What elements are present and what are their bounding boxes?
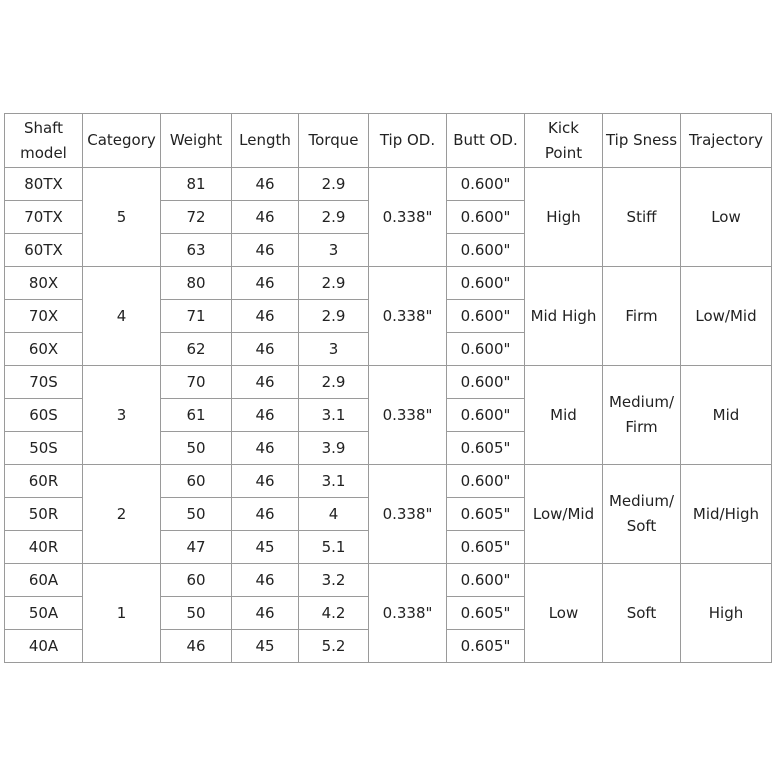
- cell-length: 45: [232, 630, 299, 663]
- cell-weight: 80: [161, 267, 232, 300]
- cell-torque: 3.1: [299, 465, 369, 498]
- cell-butt-od: 0.600": [447, 267, 525, 300]
- header-category: Category: [83, 114, 161, 168]
- cell-shaft-model: 80X: [5, 267, 83, 300]
- cell-weight: 61: [161, 399, 232, 432]
- cell-weight: 62: [161, 333, 232, 366]
- cell-weight: 50: [161, 432, 232, 465]
- cell-shaft-model: 40R: [5, 531, 83, 564]
- cell-butt-od: 0.600": [447, 399, 525, 432]
- cell-weight: 81: [161, 168, 232, 201]
- cell-butt-od: 0.600": [447, 201, 525, 234]
- cell-tip-od: 0.338": [369, 366, 447, 465]
- cell-kick-point: Low/Mid: [525, 465, 603, 564]
- cell-shaft-model: 70S: [5, 366, 83, 399]
- table-body: [5, 168, 772, 663]
- cell-butt-od: 0.600": [447, 234, 525, 267]
- cell-length: 46: [232, 234, 299, 267]
- cell-shaft-model: 50A: [5, 597, 83, 630]
- cell-torque: 2.9: [299, 267, 369, 300]
- cell-torque: 5.2: [299, 630, 369, 663]
- cell-shaft-model: 60R: [5, 465, 83, 498]
- cell-weight: 63: [161, 234, 232, 267]
- cell-tip-od: 0.338": [369, 564, 447, 663]
- cell-category: 2: [83, 465, 161, 564]
- cell-length: 46: [232, 597, 299, 630]
- cell-kick-point: Mid: [525, 366, 603, 465]
- cell-torque: 3: [299, 234, 369, 267]
- cell-torque: 4: [299, 498, 369, 531]
- cell-shaft-model: 60A: [5, 564, 83, 597]
- cell-tip-sness: Medium/ Soft: [603, 465, 681, 564]
- cell-trajectory: Low/Mid: [681, 267, 772, 366]
- shaft-spec-table: [4, 113, 772, 663]
- cell-shaft-model: 80TX: [5, 168, 83, 201]
- cell-shaft-model: 50S: [5, 432, 83, 465]
- header-butt-od: Butt OD.: [447, 114, 525, 168]
- cell-weight: 50: [161, 597, 232, 630]
- cell-torque: 4.2: [299, 597, 369, 630]
- table-row: [5, 168, 772, 201]
- cell-tip-od: 0.338": [369, 267, 447, 366]
- cell-tip-sness: Medium/ Firm: [603, 366, 681, 465]
- cell-butt-od: 0.600": [447, 300, 525, 333]
- header-weight: Weight: [161, 114, 232, 168]
- header-trajectory: Trajectory: [681, 114, 772, 168]
- cell-kick-point: Low: [525, 564, 603, 663]
- cell-shaft-model: 70TX: [5, 201, 83, 234]
- header-tip-od: Tip OD.: [369, 114, 447, 168]
- cell-length: 46: [232, 300, 299, 333]
- header-length: Length: [232, 114, 299, 168]
- cell-weight: 47: [161, 531, 232, 564]
- cell-torque: 3.2: [299, 564, 369, 597]
- cell-trajectory: High: [681, 564, 772, 663]
- cell-torque: 2.9: [299, 168, 369, 201]
- header-kick-point: Kick Point: [525, 114, 603, 168]
- cell-length: 46: [232, 432, 299, 465]
- cell-length: 46: [232, 267, 299, 300]
- cell-butt-od: 0.605": [447, 630, 525, 663]
- cell-length: 46: [232, 333, 299, 366]
- cell-category: 3: [83, 366, 161, 465]
- cell-weight: 71: [161, 300, 232, 333]
- cell-butt-od: 0.600": [447, 564, 525, 597]
- cell-shaft-model: 70X: [5, 300, 83, 333]
- cell-length: 46: [232, 465, 299, 498]
- cell-butt-od: 0.600": [447, 333, 525, 366]
- cell-shaft-model: 60S: [5, 399, 83, 432]
- cell-tip-sness: Stiff: [603, 168, 681, 267]
- cell-length: 46: [232, 564, 299, 597]
- cell-category: 5: [83, 168, 161, 267]
- cell-weight: 72: [161, 201, 232, 234]
- cell-category: 4: [83, 267, 161, 366]
- cell-butt-od: 0.605": [447, 498, 525, 531]
- cell-butt-od: 0.605": [447, 432, 525, 465]
- cell-butt-od: 0.600": [447, 366, 525, 399]
- cell-butt-od: 0.600": [447, 465, 525, 498]
- cell-trajectory: Mid/High: [681, 465, 772, 564]
- cell-torque: 2.9: [299, 201, 369, 234]
- cell-weight: 60: [161, 564, 232, 597]
- table-row: [5, 267, 772, 300]
- cell-torque: 5.1: [299, 531, 369, 564]
- table-row: [5, 366, 772, 399]
- cell-butt-od: 0.605": [447, 597, 525, 630]
- header-shaft-model: Shaft model: [5, 114, 83, 168]
- cell-length: 46: [232, 366, 299, 399]
- cell-weight: 46: [161, 630, 232, 663]
- cell-kick-point: Mid High: [525, 267, 603, 366]
- cell-torque: 2.9: [299, 300, 369, 333]
- header-tip-sness: Tip Sness: [603, 114, 681, 168]
- cell-torque: 3.9: [299, 432, 369, 465]
- cell-kick-point: High: [525, 168, 603, 267]
- cell-length: 46: [232, 498, 299, 531]
- cell-torque: 3.1: [299, 399, 369, 432]
- cell-length: 45: [232, 531, 299, 564]
- cell-shaft-model: 50R: [5, 498, 83, 531]
- cell-tip-sness: Soft: [603, 564, 681, 663]
- header-torque: Torque: [299, 114, 369, 168]
- cell-weight: 70: [161, 366, 232, 399]
- cell-butt-od: 0.600": [447, 168, 525, 201]
- cell-weight: 60: [161, 465, 232, 498]
- cell-category: 1: [83, 564, 161, 663]
- table-row: [5, 465, 772, 498]
- table-row: [5, 564, 772, 597]
- cell-length: 46: [232, 201, 299, 234]
- cell-length: 46: [232, 399, 299, 432]
- cell-shaft-model: 60X: [5, 333, 83, 366]
- cell-shaft-model: 40A: [5, 630, 83, 663]
- cell-tip-od: 0.338": [369, 465, 447, 564]
- cell-trajectory: Low: [681, 168, 772, 267]
- cell-butt-od: 0.605": [447, 531, 525, 564]
- header-row: [5, 114, 772, 168]
- cell-tip-sness: Firm: [603, 267, 681, 366]
- cell-torque: 2.9: [299, 366, 369, 399]
- cell-length: 46: [232, 168, 299, 201]
- cell-weight: 50: [161, 498, 232, 531]
- cell-tip-od: 0.338": [369, 168, 447, 267]
- cell-torque: 3: [299, 333, 369, 366]
- cell-trajectory: Mid: [681, 366, 772, 465]
- cell-shaft-model: 60TX: [5, 234, 83, 267]
